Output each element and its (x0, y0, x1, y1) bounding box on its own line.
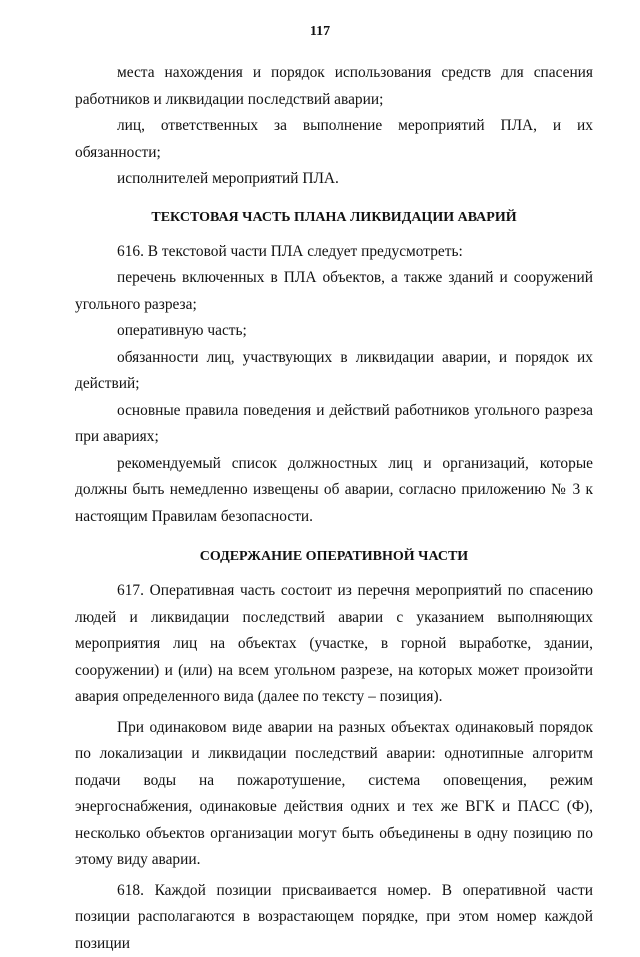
paragraph: При одинаковом виде аварии на разных объектах одинаковый порядок по локализации и ликвидации последствий аварии: однотипные алгоритм подачи воды на пожаротушение, система оповещения, режим энергоснабжения, одинаковые действия одних и тех же ВГК и ПАСС (Ф), несколько объектов организации могут быть объединены в одну позицию по этому виду аварии. (75, 715, 593, 874)
paragraph: 616. В текстовой части ПЛА следует предусмотреть: (75, 239, 593, 266)
section-heading: СОДЕРЖАНИЕ ОПЕРАТИВНОЙ ЧАСТИ (75, 544, 593, 570)
list-item: основные правила поведения и действий работников угольного разреза при авариях; (75, 398, 593, 451)
list-item: обязанности лиц, участвующих в ликвидации аварии, и порядок их действий; (75, 345, 593, 398)
paragraph: 618. Каждой позиции присваивается номер. В оперативной части позиции располагаются в возрастающем порядке, при этом номер каждой позиции (75, 878, 593, 957)
list-item: оперативную часть; (75, 318, 593, 345)
paragraph: 617. Оперативная часть состоит из перечня мероприятий по спасению людей и ликвидации последствий аварии с указанием выполняющих мероприятия лиц на объектах (участке, в горной выработке, здании, сооружении) и (или) на всем угольном разрезе, на которых может произойти авария определенного вида (далее по тексту – позиция). (75, 578, 593, 711)
list-item: рекомендуемый список должностных лиц и организаций, которые должны быть немедленно извещены об аварии, согласно приложению № 3 к настоящим Правилам безопасности. (75, 451, 593, 531)
list-item: перечень включенных в ПЛА объектов, а также зданий и сооружений угольного разреза; (75, 265, 593, 318)
document-body (75, 60, 593, 957)
section-heading: ТЕКСТОВАЯ ЧАСТЬ ПЛАНА ЛИКВИДАЦИИ АВАРИЙ (75, 205, 593, 231)
list-item: места нахождения и порядок использования средств для спасения работников и ликвидации последствий аварии; (75, 60, 593, 113)
list-item: лиц, ответственных за выполнение мероприятий ПЛА, и их обязанности; (75, 113, 593, 166)
list-item: исполнителей мероприятий ПЛА. (75, 166, 593, 193)
page-number: 117 (0, 24, 640, 40)
